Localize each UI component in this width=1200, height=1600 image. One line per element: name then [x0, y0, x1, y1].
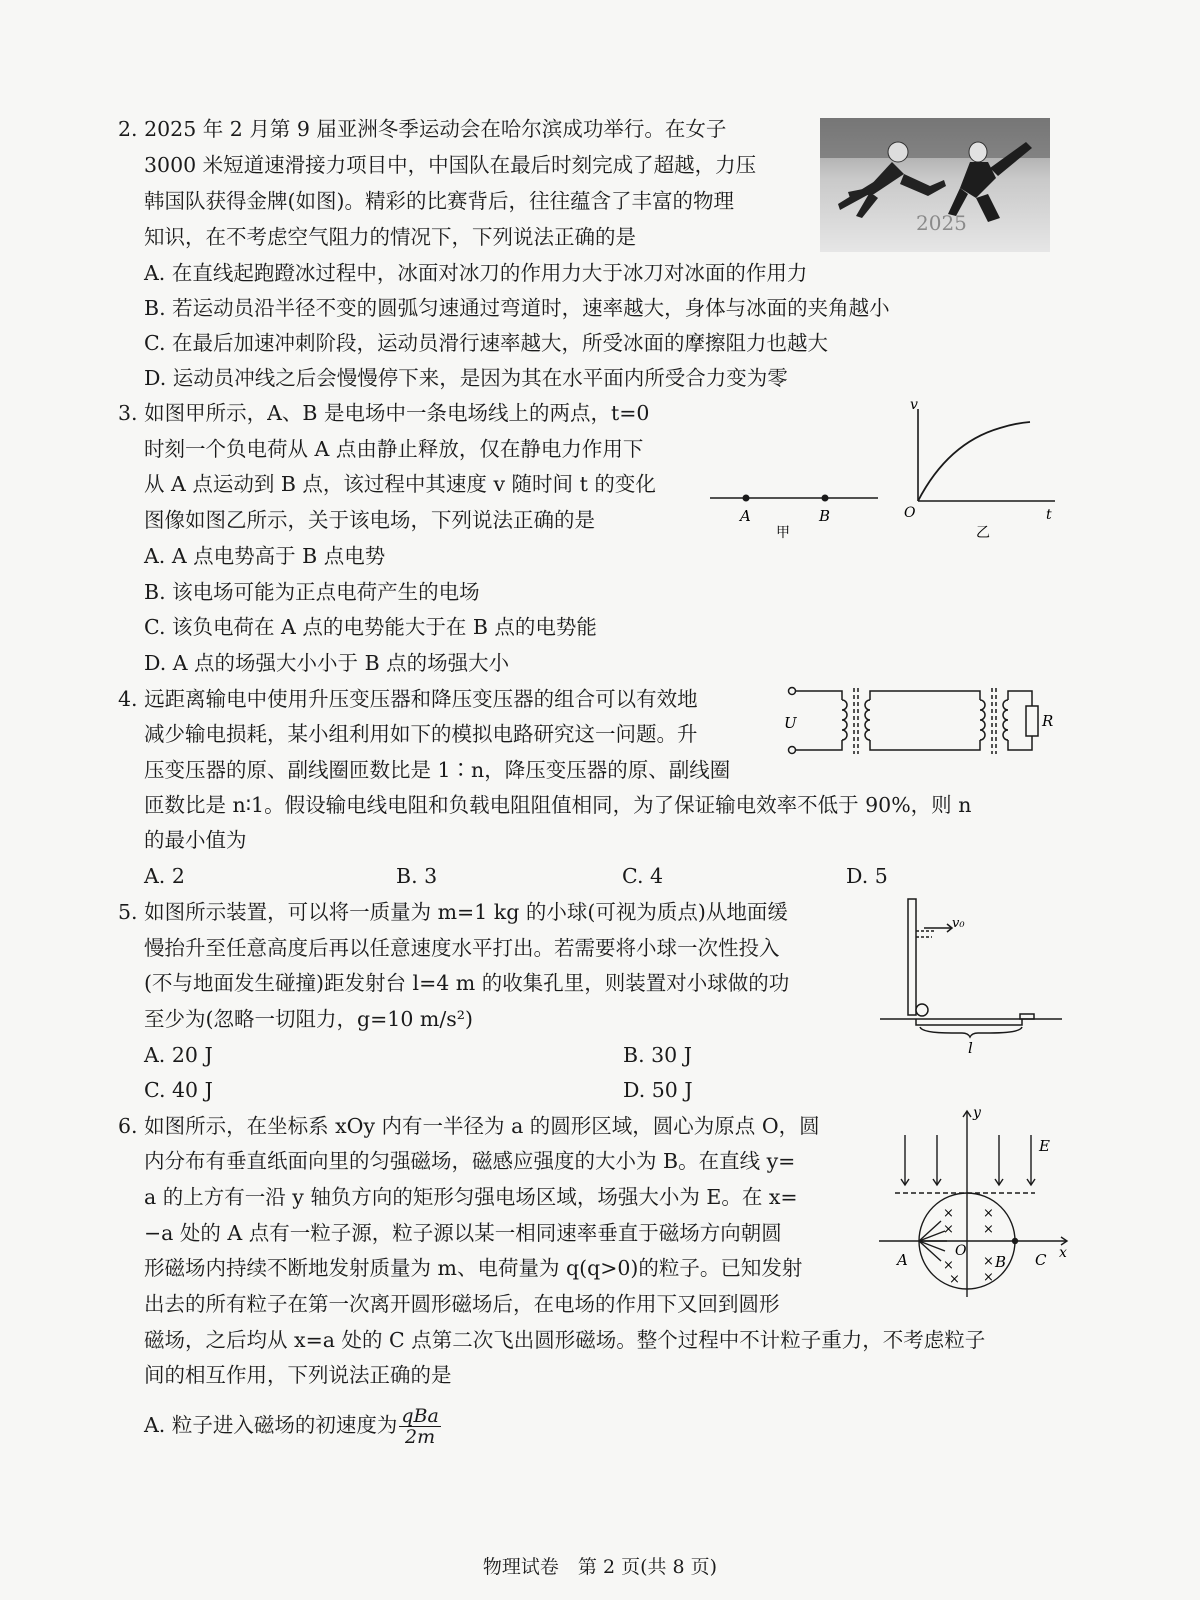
label-b: B — [995, 1253, 1007, 1271]
q5-line-1: 5. 如图所示装置，可以将一质量为 m=1 kg 的小球(可视为质点)从地面缓 — [118, 900, 788, 924]
label-l: l — [968, 1039, 973, 1055]
transformer-circuit — [780, 680, 1070, 760]
svg-text:×: × — [983, 1206, 994, 1221]
label-x: x — [1059, 1245, 1067, 1261]
svg-text:×: × — [983, 1254, 994, 1269]
q2-line-1: 2. 2025 年 2 月第 9 届亚洲冬季运动会在哈尔滨成功举行。在女子 — [118, 117, 727, 141]
q4-line-1: 4. 远距离输电中使用升压变压器和降压变压器的组合可以有效地 — [118, 687, 698, 711]
q6-line-2: 内分布有垂直纸面向里的匀强磁场，磁感应强度的大小为 B。在直线 y= — [144, 1149, 796, 1173]
electric-field-arrows — [901, 1135, 1035, 1185]
transmission-line-top — [870, 691, 980, 700]
step-up-primary-coil — [842, 700, 847, 740]
skating-photo — [820, 118, 1050, 252]
q5-line-4: 至少为(忽略一切阻力，g=10 m/s²) — [144, 1007, 473, 1031]
q6-option-a — [144, 1403, 441, 1447]
q3-line-4: 图像如图乙所示，关于该电场，下列说法正确的是 — [144, 508, 595, 532]
launch-tower — [908, 899, 916, 1015]
point-a-dot — [743, 495, 750, 502]
label-e: E — [1039, 1137, 1050, 1155]
q5-option-d: D. 50 J — [623, 1078, 693, 1102]
q3-figure — [700, 395, 1070, 545]
q6-line-4: −a 处的 A 点有一粒子源，粒子源以某一相同速率垂直于磁场方向朝圆 — [144, 1221, 782, 1245]
v-t-curve — [918, 422, 1030, 501]
label-t: t — [1046, 507, 1052, 523]
step-down-secondary-coil — [1003, 700, 1008, 740]
q5-option-c: C. 40 J — [144, 1078, 213, 1102]
q6-line-8: 间的相互作用，下列说法正确的是 — [144, 1363, 452, 1387]
ball — [916, 1004, 928, 1016]
underground-channel — [916, 1019, 1022, 1025]
q2-option-a: A. 在直线起跑蹬冰过程中，冰面对冰刀的作用力大于冰刀对冰面的作用力 — [144, 261, 808, 285]
label-v0: v₀ — [952, 916, 965, 931]
label-yi: 乙 — [976, 525, 990, 541]
collection-hole — [1020, 1014, 1034, 1019]
q3-option-b: B. 该电场可能为正点电荷产生的电场 — [144, 580, 480, 604]
label-c: C — [1035, 1251, 1047, 1269]
input-terminal-bottom — [789, 747, 796, 754]
q4-option-c: C. 4 — [622, 864, 664, 888]
q4-line-5: 的最小值为 — [144, 828, 247, 852]
label-v: v — [910, 397, 918, 413]
q6-line-1: 6. 如图所示，在坐标系 xOy 内有一半径为 a 的圆形区域，圆心为原点 O，圆 — [118, 1114, 820, 1138]
q4-option-b: B. 3 — [396, 864, 438, 888]
q4-line-2: 减少输电损耗，某小组利用如下的模拟电路研究这一问题。升 — [144, 722, 698, 746]
q6-option-a-fraction — [399, 1406, 440, 1447]
load-resistor — [1026, 706, 1038, 736]
svg-text:×: × — [943, 1222, 954, 1237]
q4-option-a: A. 2 — [144, 864, 185, 888]
label-a: A — [897, 1251, 908, 1269]
q6-line-7: 磁场，之后均从 x=a 处的 C 点第二次飞出圆形磁场。整个过程中不计粒子重力，不考虑粒子 — [144, 1328, 986, 1352]
svg-text:×: × — [943, 1206, 954, 1221]
svg-text:×: × — [949, 1272, 960, 1287]
label-u: U — [784, 714, 797, 732]
photo-watermark: 2025 — [916, 211, 967, 235]
label-b: B — [819, 507, 831, 525]
q6-line-3: a 的上方有一沿 y 轴负方向的矩形匀强电场区域，场强大小为 E。在 x= — [144, 1185, 798, 1209]
q3-option-a: A. A 点电势高于 B 点电势 — [144, 544, 386, 568]
magnetic-crosses — [943, 1206, 994, 1287]
svg-text:×: × — [943, 1258, 954, 1273]
transmission-line-bottom — [870, 740, 980, 750]
label-a: A — [740, 507, 751, 525]
q5-line-2: 慢抬升至任意高度后再以任意速度水平打出。若需要将小球一次性投入 — [144, 936, 780, 960]
fraction-denominator: 2m — [405, 1426, 436, 1448]
q2-option-b: B. 若运动员沿半径不变的圆弧匀速通过弯道时，速率越大，身体与冰面的夹角越小 — [144, 296, 890, 320]
q3-option-d: D. A 点的场强大小小于 B 点的场强大小 — [144, 651, 510, 675]
point-c-dot — [1013, 1239, 1018, 1244]
q5-option-b: B. 30 J — [623, 1043, 692, 1067]
label-r: R — [1042, 712, 1054, 730]
step-up-secondary-coil — [865, 700, 870, 740]
q2-line-3: 韩国队获得金牌(如图)。精彩的比赛背后，往往蕴含了丰富的物理 — [144, 189, 734, 213]
q3-line-2: 时刻一个负电荷从 A 点由静止释放，仅在静电力作用下 — [144, 437, 644, 461]
label-o: O — [955, 1243, 967, 1259]
q6-line-5: 形磁场内持续不断地发射质量为 m、电荷量为 q(q>0)的粒子。已知发射 — [144, 1256, 803, 1280]
q4-option-d: D. 5 — [846, 864, 888, 888]
launcher-figure — [872, 895, 1072, 1055]
fraction-numerator: qBa — [401, 1405, 439, 1427]
magnetic-field-figure — [875, 1105, 1075, 1300]
svg-text:×: × — [983, 1222, 994, 1237]
q2-option-d: D. 运动员冲线之后会慢慢停下来，是因为其在水平面内所受合力变为零 — [144, 366, 788, 390]
q5-line-3: (不与地面发生碰撞)距发射台 l=4 m 的收集孔里，则装置对小球做的功 — [144, 971, 790, 995]
q3-option-c: C. 该负电荷在 A 点的电势能大于在 B 点的电势能 — [144, 615, 597, 639]
q4-line-4: 匝数比是 n∶1。假设输电线电阻和负载电阻阻值相同，为了保证输电效率不低于 90%，则 n — [144, 793, 972, 817]
distance-brace — [920, 1027, 1022, 1037]
label-o: O — [904, 505, 916, 521]
label-jia: 甲 — [776, 525, 790, 541]
q6-line-6: 出去的所有粒子在第一次离开圆形磁场后，在电场的作用下又回到圆形 — [144, 1292, 780, 1316]
q3-line-3: 从 A 点运动到 B 点，该过程中其速度 v 随时间 t 的变化 — [144, 472, 656, 496]
label-y: y — [973, 1105, 981, 1121]
input-terminal-top — [789, 688, 796, 695]
q4-line-3: 压变压器的原、副线圈匝数比是 1∶n，降压变压器的原、副线圈 — [144, 758, 731, 782]
q3-line-1: 3. 如图甲所示，A、B 是电场中一条电场线上的两点，t=0 — [118, 401, 650, 425]
q5-option-a: A. 20 J — [144, 1043, 213, 1067]
q2-line-2: 3000 米短道速滑接力项目中，中国队在最后时刻完成了超越，力压 — [144, 153, 757, 177]
page-footer: 物理试卷 第 2 页(共 8 页) — [482, 1556, 718, 1578]
q2-line-4: 知识，在不考虑空气阻力的情况下，下列说法正确的是 — [144, 225, 636, 249]
q6-option-a-text: A. 粒子进入磁场的初速度为 — [144, 1413, 398, 1437]
q2-option-c: C. 在最后加速冲刺阶段，运动员滑行速率越大，所受冰面的摩擦阻力也越大 — [144, 331, 828, 355]
step-down-primary-coil — [980, 700, 985, 740]
point-b-dot — [822, 495, 829, 502]
svg-text:×: × — [983, 1270, 994, 1285]
